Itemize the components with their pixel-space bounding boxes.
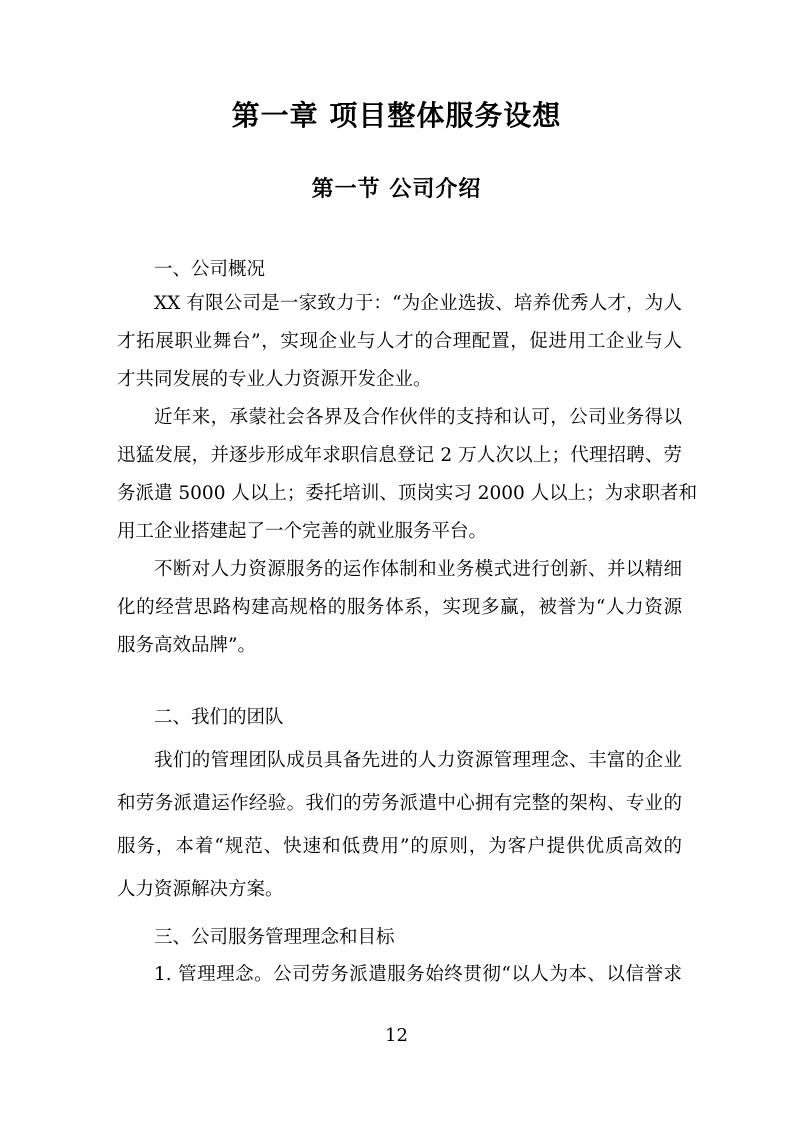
paragraph-line: 才拓展职业舞台”，实现企业与人才的合理配置，促进用工企业与人 [117, 331, 682, 352]
page-number: 12 [385, 1025, 408, 1046]
paragraph-line: 务派遣 5000 人以上；委托培训、顶岗实习 2000 人以上；为求职者和 [117, 483, 698, 504]
paragraph-line: 近年来，承蒙社会各界及合作伙伴的支持和认可，公司业务得以 [154, 407, 682, 428]
paragraph-line: 迅猛发展，并逐步形成年求职信息登记 2 万人次以上；代理招聘、劳 [117, 445, 682, 466]
paragraph-line: 人力资源解决方案。 [117, 879, 284, 900]
paragraph-line: XX 有限公司是一家致力于：“为企业选拔、培养优秀人才，为人 [154, 293, 682, 314]
paragraph-line: 不断对人力资源服务的运作体制和业务模式进行创新、并以精细 [154, 559, 682, 580]
paragraph-line: 1. 管理理念。公司劳务派遣服务始终贯彻“以人为本、以信誉求 [154, 964, 682, 985]
heading-service-philosophy: 三、公司服务管理理念和目标 [154, 927, 395, 948]
heading-company-overview: 一、公司概况 [154, 259, 266, 280]
paragraph-line: 用工企业搭建起了一个完善的就业服务平台。 [117, 521, 488, 542]
paragraph-line: 我们的管理团队成员具备先进的人力资源管理理念、丰富的企业 [154, 750, 682, 771]
paragraph-line: 化的经营思路构建高规格的服务体系，实现多赢，被誉为“人力资源 [117, 597, 682, 618]
paragraph-line: 和劳务派遣运作经验。我们的劳务派遣中心拥有完整的架构、专业的 [117, 793, 682, 814]
paragraph-line: 才共同发展的专业人力资源开发企业。 [117, 369, 432, 390]
paragraph-line: 服务高效品牌”。 [117, 635, 256, 656]
paragraph-line: 服务，本着“规范、快速和低费用”的原则，为客户提供优质高效的 [117, 836, 682, 857]
heading-our-team: 二、我们的团队 [154, 707, 284, 728]
section-title: 第一节 公司介绍 [311, 177, 482, 202]
chapter-title: 第一章 项目整体服务设想 [231, 99, 562, 132]
